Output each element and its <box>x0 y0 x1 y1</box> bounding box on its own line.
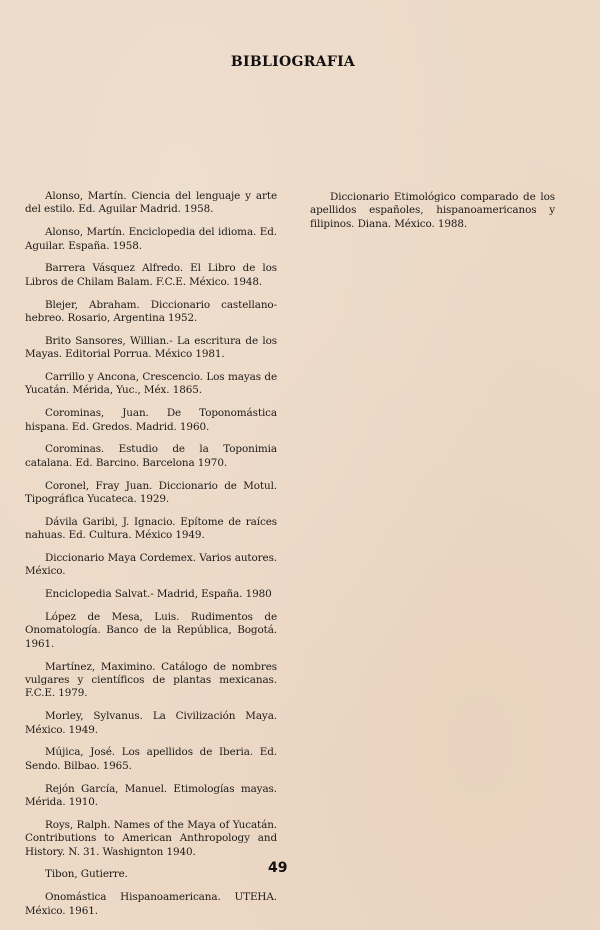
bibliography-right-column <box>310 191 555 231</box>
bibliography-entry: Corominas. Estudio de la Toponimia catalana. Ed. Barcino. Barcelona 1970. <box>25 443 277 469</box>
bibliography-entry: Morley, Sylvanus. La Civilización Maya. México. 1949. <box>25 710 277 736</box>
bibliography-entry: Martínez, Maximino. Catálogo de nombres vulgares y científicos de plantas mexicanas. F.C.E. 1979. <box>25 660 277 700</box>
bibliography-entry: Rejón García, Manuel. Etimologías mayas. Mérida. 1910. <box>25 782 277 809</box>
bibliography-entry: Diccionario Maya Cordemex. Varios autores. México. <box>25 552 277 578</box>
page-title: BIBLIOGRAFIA <box>230 54 356 70</box>
bibliography-entry: Alonso, Martín. Enciclopedia del idioma. Ed. Aguilar. España. 1958. <box>25 226 277 252</box>
bibliography-entry: Coronel, Fray Juan. Diccionario de Motul. Tipográfica Yucateca. 1929. <box>25 479 277 506</box>
bibliography-entry: Tibon, Gutierre. <box>45 868 128 881</box>
bibliography-entry: Blejer, Abraham. Diccionario castellano-hebreo. Rosario, Argentina 1952. <box>25 298 277 325</box>
page-number: 49 <box>268 860 288 876</box>
bibliography-entry: Roys, Ralph. Names of the Maya of Yucatán. Contributions to American Anthropology and History. N. 31. Washignton 1940. <box>25 818 277 858</box>
bibliography-entry: López de Mesa, Luis. Rudimentos de Onomatología. Banco de la República, Bogotá. 1961. <box>25 611 277 650</box>
bibliography-entry: Corominas, Juan. De Toponomástica hispana. Ed. Gredos. Madrid. 1960. <box>25 407 277 433</box>
bibliography-entry: Dávila Garibi, J. Ignacio. Epítome de raíces nahuas. Ed. Cultura. México 1949. <box>25 515 277 542</box>
bibliography-entry: Brito Sansores, Willian.- La escritura de los Mayas. Editorial Porrua. México 1981. <box>25 334 277 361</box>
bibliography-entry: Enciclopedia Salvat.- Madrid, España. 1980 <box>45 588 272 601</box>
bibliography-entry: Diccionario Etimológico comparado de los apellidos españoles, hispanoamericanos y filipinos. Diana. México. 1988. <box>310 191 555 230</box>
bibliography-entry: Onomástica Hispanoamericana. UTEHA. México. 1961. <box>25 891 277 917</box>
bibliography-entry: Barrera Vásquez Alfredo. El Libro de los Libros de Chilam Balam. F.C.E. México. 1948. <box>25 262 277 288</box>
bibliography-entry: Carrillo y Ancona, Crescencio. Los mayas de Yucatán. Mérida, Yuc., Méx. 1865. <box>25 371 277 397</box>
bibliography-left-column <box>25 190 277 918</box>
bibliography-entry: Mújica, José. Los apellidos de Iberia. Ed. Sendo. Bilbao. 1965. <box>25 746 277 772</box>
bibliography-entry: Alonso, Martín. Ciencia del lenguaje y arte del estilo. Ed. Aguilar Madrid. 1958. <box>25 190 277 216</box>
